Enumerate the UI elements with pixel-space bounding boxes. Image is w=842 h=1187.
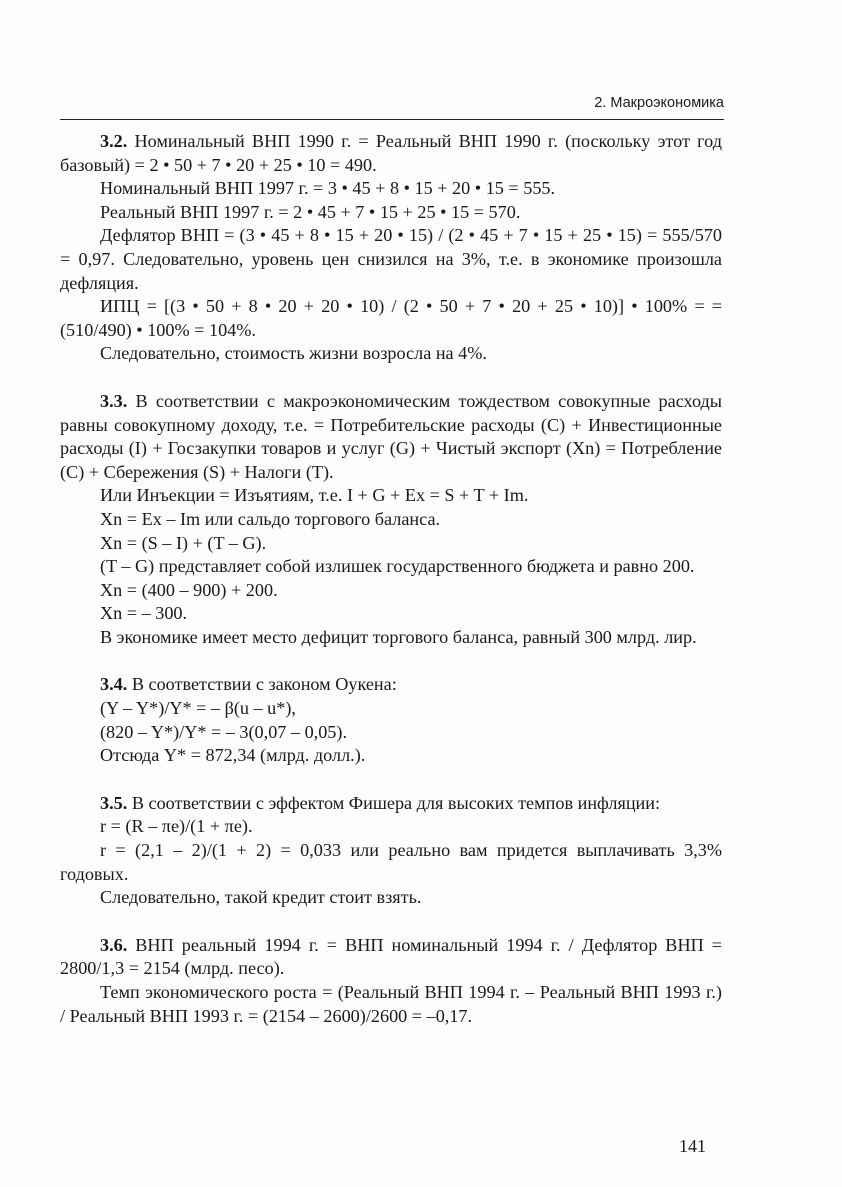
paragraph: Отсюда Y* = 872,34 (млрд. долл.).: [100, 745, 366, 766]
paragraph: Следовательно, стоимость жизни возросла на 4%.: [100, 343, 487, 364]
paragraph: Дефлятор ВНП = (3 • 45 + 8 • 15 + 20 • 15) / (2 • 45 + 7 • 15 + 25 • 15) = 555/570 = 0,97. Следовательно, уровень цен снизился на 3%, т.е. в экономике произошла дефляция.: [60, 225, 722, 293]
section-number: 3.3.: [100, 390, 128, 411]
page-number: 141: [679, 1136, 706, 1156]
paragraph: (T – G) представляет собой излишек государственного бюджета и равно 200.: [100, 556, 695, 577]
paragraph-3-2: [60, 130, 722, 177]
paragraph: r = (2,1 – 2)/(1 + 2) = 0,033 или реально вам придется выплачивать 3,3% годовых.: [60, 840, 722, 884]
paragraph-3-4: [60, 673, 722, 697]
paragraph: Темп экономического роста = (Реальный ВНП 1994 г. – Реальный ВНП 1993 г.) / Реальный ВНП 1993 г. = (2154 – 2600)/2600 = –0,17.: [60, 982, 722, 1026]
running-header: [60, 95, 724, 120]
paragraph: Или Инъекции = Изъятиям, т.е. I + G + Ex = S + T + Im.: [100, 485, 529, 506]
paragraph: В экономике имеет место дефицит торгового баланса, равный 300 млрд. лир.: [100, 626, 697, 647]
paragraph-3-5: [60, 792, 722, 816]
paragraph: Реальный ВНП 1997 г. = 2 • 45 + 7 • 15 + 25 • 15 = 570.: [100, 201, 521, 222]
section-number: 3.5.: [100, 792, 128, 813]
section-number: 3.2.: [100, 131, 128, 151]
section-number: 3.4.: [100, 674, 128, 695]
chapter-title: 2. Макроэкономика: [594, 95, 724, 111]
page-content: [60, 130, 722, 1028]
paragraph-text: Номинальный ВНП 1990 г. = Реальный ВНП 1990 г. (поскольку этот год базовый) = 2 • 50 + 7 • 20 + 25 • 10 = 490.: [60, 131, 722, 175]
paragraph: ИПЦ = [(3 • 50 + 8 • 20 + 20 • 10) / (2 • 50 + 7 • 20 + 25 • 10)] • 100% = = (510/490) • 100% = 104%.: [60, 296, 722, 340]
paragraph: Xn = (400 – 900) + 200.: [100, 579, 278, 600]
paragraph-3-6: [60, 934, 722, 981]
paragraph: Xn = – 300.: [100, 603, 188, 624]
paragraph-text: В соответствии с законом Оукена:: [127, 674, 397, 695]
section-gap: [60, 768, 722, 792]
formula: (820 – Y*)/Y* = – 3(0,07 – 0,05).: [100, 721, 348, 742]
formula: (Y – Y*)/Y* = – β(u – u*),: [100, 698, 296, 719]
paragraph: Xn = (S – I) + (T – G).: [100, 532, 267, 553]
section-gap: [60, 366, 722, 390]
paragraph-text: ВНП реальный 1994 г. = ВНП номинальный 1994 г. / Дефлятор ВНП = 2800/1,3 = 2154 (млрд. песо).: [60, 934, 722, 979]
paragraph-text: В соответствии с макроэкономическим тождеством совокупные расходы равны совокупному доходу, т.е. = Потребительские расходы (C) + Инвестиционные расходы (I) + Госзакупки товаров и услуг (G) + Чистый экспорт (Xn) = Потребление (C) + Сбережения (S) + Налоги (T).: [60, 390, 722, 482]
paragraph-text: В соответствии с эффектом Фишера для высоких темпов инфляции:: [127, 792, 661, 813]
paragraph: Номинальный ВНП 1997 г. = 3 • 45 + 8 • 15 + 20 • 15 = 555.: [100, 178, 556, 199]
section-gap: [60, 910, 722, 934]
section-gap: [60, 649, 722, 673]
paragraph: Следовательно, такой кредит стоит взять.: [100, 887, 422, 908]
paragraph-3-3: [60, 390, 722, 484]
section-number: 3.6.: [100, 934, 128, 955]
paragraph: Xn = Ex – Im или сальдо торгового баланса.: [100, 508, 441, 529]
formula: r = (R – πe)/(1 + πe).: [100, 816, 253, 837]
